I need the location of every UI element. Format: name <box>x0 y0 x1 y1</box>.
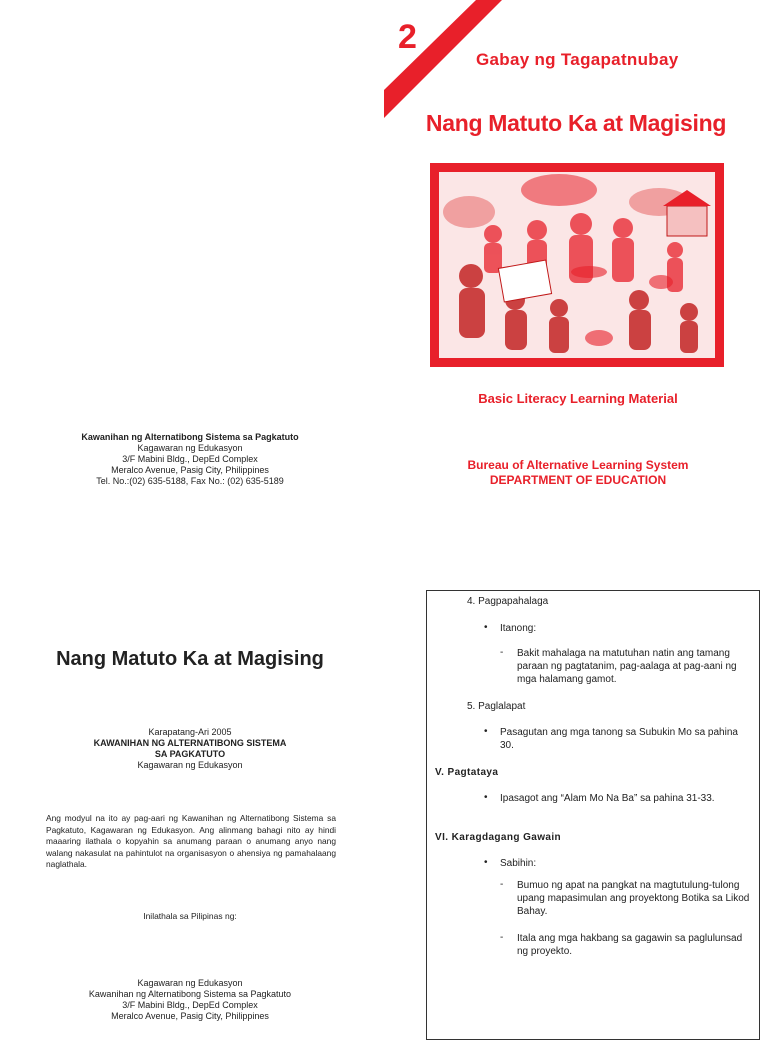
dash-icon: - <box>500 647 504 658</box>
item-4-bullet: Itanong: <box>500 623 537 634</box>
copyright-page-title: Nang Matuto Ka at Magising <box>56 648 324 670</box>
material-type: Basic Literacy Learning Material <box>478 391 678 406</box>
addr-dept: Kagawaran ng Edukasyon <box>137 978 243 988</box>
addr-street: Meralco Avenue, Pasig City, Philippines <box>111 1011 269 1021</box>
copyright-block <box>0 727 380 771</box>
item-4-dash: Bakit mahalaga na matutuhan natin ang tamang paraan ng pagtatanim, pag-aalaga at pag-aani ng mga halamang gamot. <box>517 648 737 685</box>
bureau-name: Bureau of Alternative Learning System <box>467 458 689 472</box>
building: 3/F Mabini Bldg., DepEd Complex <box>122 454 258 464</box>
address-block-top <box>0 432 380 487</box>
section-vi-dash-2: Itala ang mga hakbang sa gagawin sa paglulunsad ng proyekto. <box>517 933 743 957</box>
telephone: Tel. No.:(02) 635-5188, Fax No.: (02) 635-5189 <box>96 476 284 486</box>
section-v-bullet: Ipasagot ang “Alam Mo Na Ba” sa pahina 31-33. <box>500 793 715 804</box>
publisher-block <box>384 458 768 488</box>
bullet-icon: • <box>484 857 488 868</box>
owner-dept: Kagawaran ng Edukasyon <box>137 760 243 770</box>
section-vi-dash-1: Bumuo ng apat na pangkat na magtutulung-tulong upang mapasimulan ang proyektong Botika sa Likod Bahay. <box>517 880 750 917</box>
item-4-heading: 4. Pagpapahalaga <box>467 596 549 607</box>
dash-icon: - <box>500 932 504 943</box>
copyright-notice: Ang modyul na ito ay pag-aari ng Kawanihan ng Alternatibong Sistema sa Pagkatuto, Kagawaran ng Edukasyon. Ang alinmang bahagi nito ay hindi maaaring ilathala o kopyahin sa anumang paraan o anumang anyo nang walang nakasulat na pahintulot na organisasyon o ahensiya ng pamahalaang naglathala. <box>46 813 336 869</box>
item-5-bullet: Pasagutan ang mga tanong sa Subukin Mo sa pahina 30. <box>500 727 738 751</box>
addr-building: 3/F Mabini Bldg., DepEd Complex <box>122 1000 258 1010</box>
department-name: DEPARTMENT OF EDUCATION <box>489 473 667 487</box>
bullet-icon: • <box>484 726 488 737</box>
printed-in: Inilathala sa Pilipinas ng: <box>143 911 237 921</box>
cover-subtitle: Gabay ng Tagapatnubay <box>476 50 679 69</box>
bullet-icon: • <box>484 622 488 633</box>
owner-line-1: KAWANIHAN NG ALTERNATIBONG SISTEMA <box>93 738 287 748</box>
dash-icon: - <box>500 879 504 890</box>
section-vi-bullet: Sabihin: <box>500 858 537 869</box>
addr-org: Kawanihan ng Alternatibong Sistema sa Pagkatuto <box>88 989 292 999</box>
section-v-heading: V. Pagtataya <box>435 767 499 778</box>
grade-number: 2 <box>398 18 417 56</box>
cover-illustration <box>430 163 724 367</box>
bullet-icon: • <box>484 792 488 803</box>
org-name: Kawanihan ng Alternatibong Sistema sa Pagkatuto <box>81 432 299 442</box>
copyright-year: Karapatang-Ari 2005 <box>148 727 232 737</box>
address-block-bottom <box>0 978 380 1022</box>
street: Meralco Avenue, Pasig City, Philippines <box>111 465 269 475</box>
item-5-heading: 5. Paglalapat <box>467 701 526 712</box>
guide-page-box <box>426 590 760 1040</box>
owner-line-2: SA PAGKATUTO <box>154 749 226 759</box>
dept-name: Kagawaran ng Edukasyon <box>137 443 243 453</box>
cover-title: Nang Matuto Ka at Magising <box>425 110 727 136</box>
section-vi-heading: VI. Karagdagang Gawain <box>435 832 562 843</box>
